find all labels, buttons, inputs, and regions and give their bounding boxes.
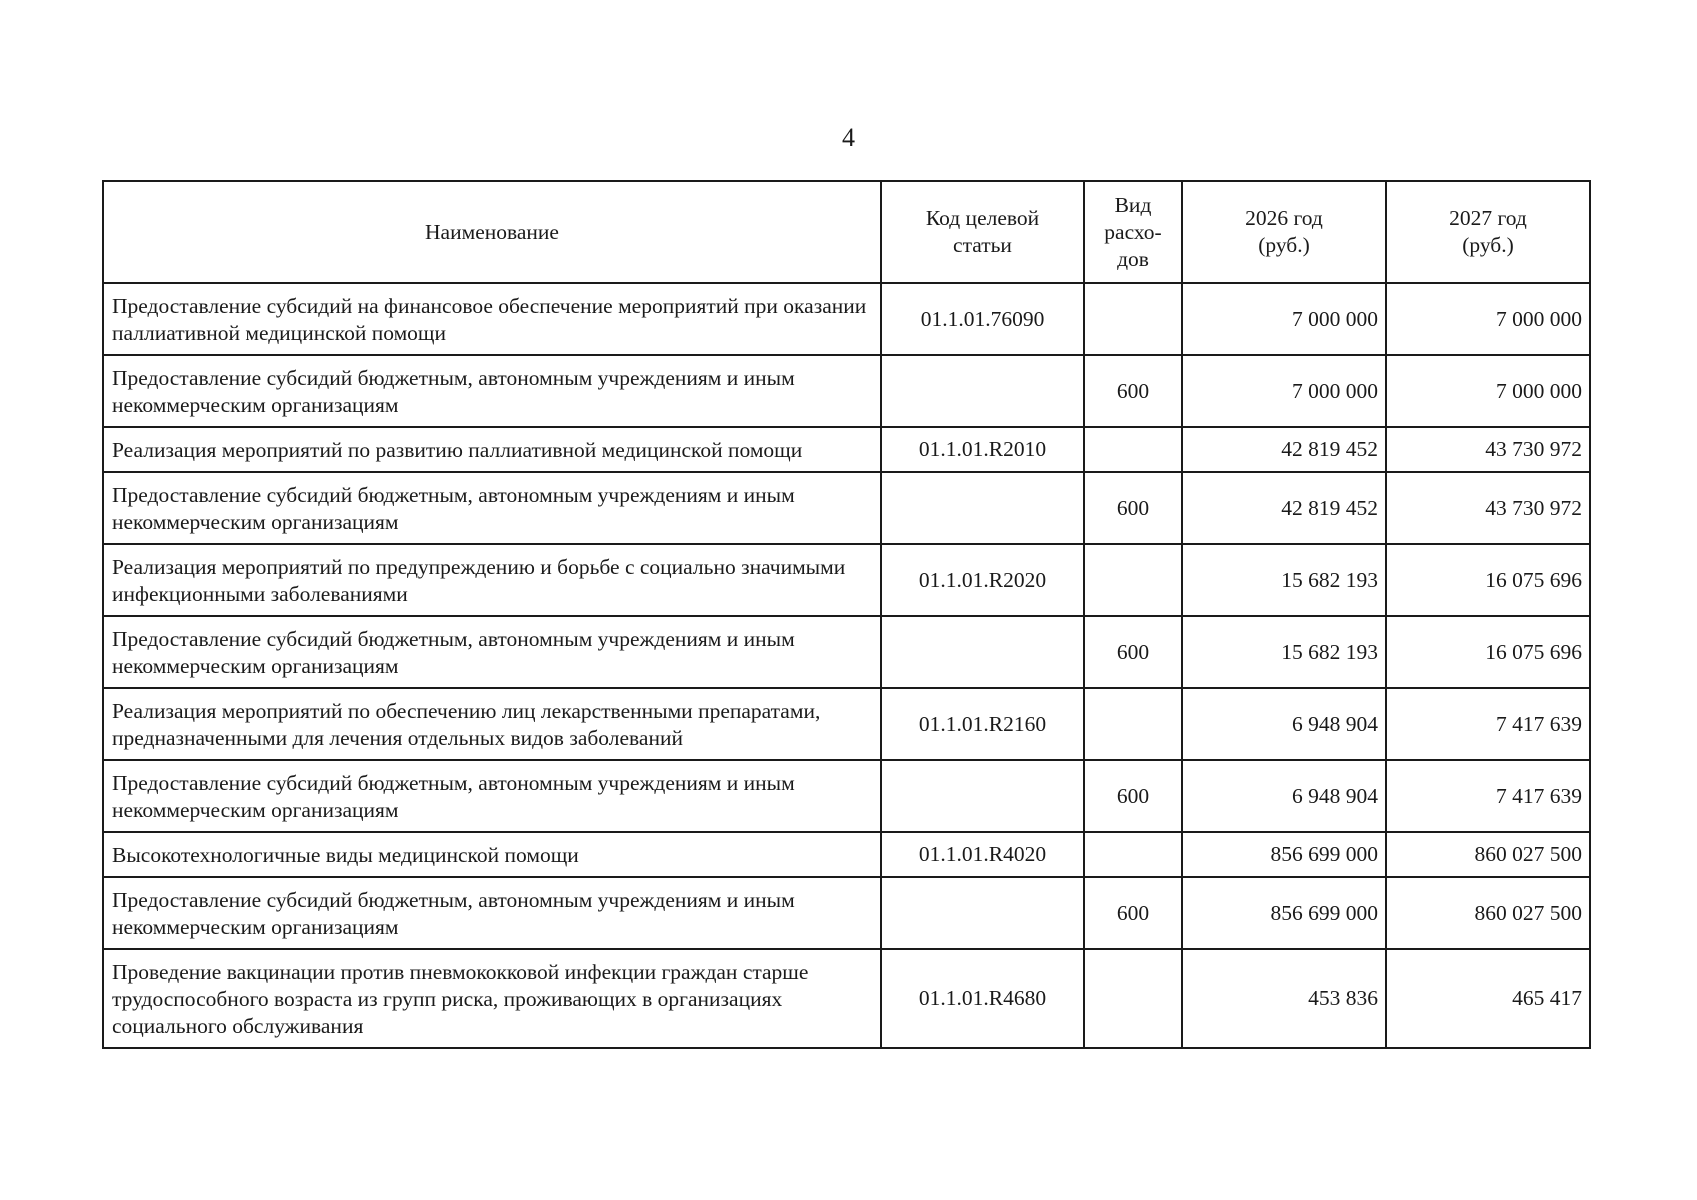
header-row: [103, 181, 1590, 283]
header-year-2026-line1: 2026 год: [1245, 206, 1323, 230]
row-amount-2026: 856 699 000: [1182, 832, 1386, 877]
row-name: Предоставление субсидий бюджетным, автономным учреждениям и иным некоммерческим организациям: [103, 616, 881, 688]
table-row: [103, 688, 1590, 760]
row-name: Реализация мероприятий по обеспечению лиц лекарственными препаратами, предназначенными для лечения отдельных видов заболеваний: [103, 688, 881, 760]
row-type: [1084, 544, 1182, 616]
header-code-line2: статьи: [953, 233, 1012, 257]
row-amount-2026: 15 682 193: [1182, 616, 1386, 688]
table-row: [103, 544, 1590, 616]
row-amount-2027: 7 417 639: [1386, 688, 1590, 760]
row-name: Реализация мероприятий по развитию паллиативной медицинской помощи: [103, 427, 881, 472]
table-row: [103, 832, 1590, 877]
row-type: 600: [1084, 877, 1182, 949]
table-row: [103, 760, 1590, 832]
row-type: [1084, 832, 1182, 877]
row-code: 01.1.01.R2020: [881, 544, 1084, 616]
row-name: Предоставление субсидий бюджетным, автономным учреждениям и иным некоммерческим организациям: [103, 877, 881, 949]
row-amount-2026: 15 682 193: [1182, 544, 1386, 616]
row-name: Предоставление субсидий бюджетным, автономным учреждениям и иным некоммерческим организациям: [103, 355, 881, 427]
row-amount-2027: 16 075 696: [1386, 616, 1590, 688]
page-number: 4: [842, 123, 855, 152]
table-row: [103, 283, 1590, 355]
header-type-line1: Вид: [1114, 192, 1152, 217]
row-amount-2027: 16 075 696: [1386, 544, 1590, 616]
row-amount-2026: 6 948 904: [1182, 688, 1386, 760]
row-type: [1084, 688, 1182, 760]
header-type-line3: дов: [1117, 246, 1149, 271]
row-name: Высокотехнологичные виды медицинской помощи: [103, 832, 881, 877]
row-amount-2026: 7 000 000: [1182, 283, 1386, 355]
table-row: [103, 472, 1590, 544]
header-type-line2: расхо-: [1104, 219, 1162, 244]
row-code: [881, 355, 1084, 427]
row-amount-2026: 856 699 000: [1182, 877, 1386, 949]
row-type: [1084, 427, 1182, 472]
row-code: [881, 877, 1084, 949]
row-code: [881, 472, 1084, 544]
row-amount-2027: 860 027 500: [1386, 877, 1590, 949]
row-name: Предоставление субсидий бюджетным, автономным учреждениям и иным некоммерческим организациям: [103, 760, 881, 832]
row-name: Реализация мероприятий по предупреждению и борьбе с социально значимыми инфекционными заболеваниями: [103, 544, 881, 616]
row-name: Предоставление субсидий бюджетным, автономным учреждениям и иным некоммерческим организациям: [103, 472, 881, 544]
row-amount-2026: 6 948 904: [1182, 760, 1386, 832]
header-year-2027-line2: (руб.): [1462, 233, 1514, 257]
row-type: 600: [1084, 355, 1182, 427]
table-body: [103, 283, 1590, 1048]
header-code-line1: Код целевой: [925, 206, 1040, 230]
row-amount-2027: 7 417 639: [1386, 760, 1590, 832]
row-amount-2027: 860 027 500: [1386, 832, 1590, 877]
row-type: [1084, 949, 1182, 1048]
row-type: [1084, 283, 1182, 355]
row-name: Проведение вакцинации против пневмококковой инфекции граждан старше трудоспособного возраста из групп риска, проживающих в организациях социального обслуживания: [103, 949, 881, 1048]
row-code: 01.1.01.R4020: [881, 832, 1084, 877]
row-type: 600: [1084, 760, 1182, 832]
row-code: [881, 760, 1084, 832]
row-amount-2027: 43 730 972: [1386, 427, 1590, 472]
row-amount-2026: 42 819 452: [1182, 472, 1386, 544]
row-amount-2026: 453 836: [1182, 949, 1386, 1048]
header-name: [103, 181, 881, 283]
row-code: [881, 616, 1084, 688]
row-amount-2027: 465 417: [1386, 949, 1590, 1048]
budget-table: [102, 180, 1591, 1049]
header-year-2026: [1182, 181, 1386, 283]
table-row: [103, 616, 1590, 688]
row-code: 01.1.01.R2010: [881, 427, 1084, 472]
row-code: 01.1.01.R2160: [881, 688, 1084, 760]
row-amount-2027: 7 000 000: [1386, 355, 1590, 427]
row-type: 600: [1084, 472, 1182, 544]
row-amount-2027: 43 730 972: [1386, 472, 1590, 544]
table-row: [103, 877, 1590, 949]
row-code: 01.1.01.76090: [881, 283, 1084, 355]
header-name-label: Наименование: [425, 219, 559, 244]
header-year-2026-line2: (руб.): [1258, 233, 1310, 257]
header-year-2027-line1: 2027 год: [1449, 206, 1527, 230]
table-row: [103, 427, 1590, 472]
table-row: [103, 949, 1590, 1048]
header-code: [881, 181, 1084, 283]
table-row: [103, 355, 1590, 427]
header-year-2027: [1386, 181, 1590, 283]
row-name: Предоставление субсидий на финансовое обеспечение мероприятий при оказании паллиативной медицинской помощи: [103, 283, 881, 355]
row-code: 01.1.01.R4680: [881, 949, 1084, 1048]
row-amount-2027: 7 000 000: [1386, 283, 1590, 355]
row-amount-2026: 7 000 000: [1182, 355, 1386, 427]
header-type: [1084, 181, 1182, 283]
row-type: 600: [1084, 616, 1182, 688]
row-amount-2026: 42 819 452: [1182, 427, 1386, 472]
table-header: [103, 181, 1590, 283]
